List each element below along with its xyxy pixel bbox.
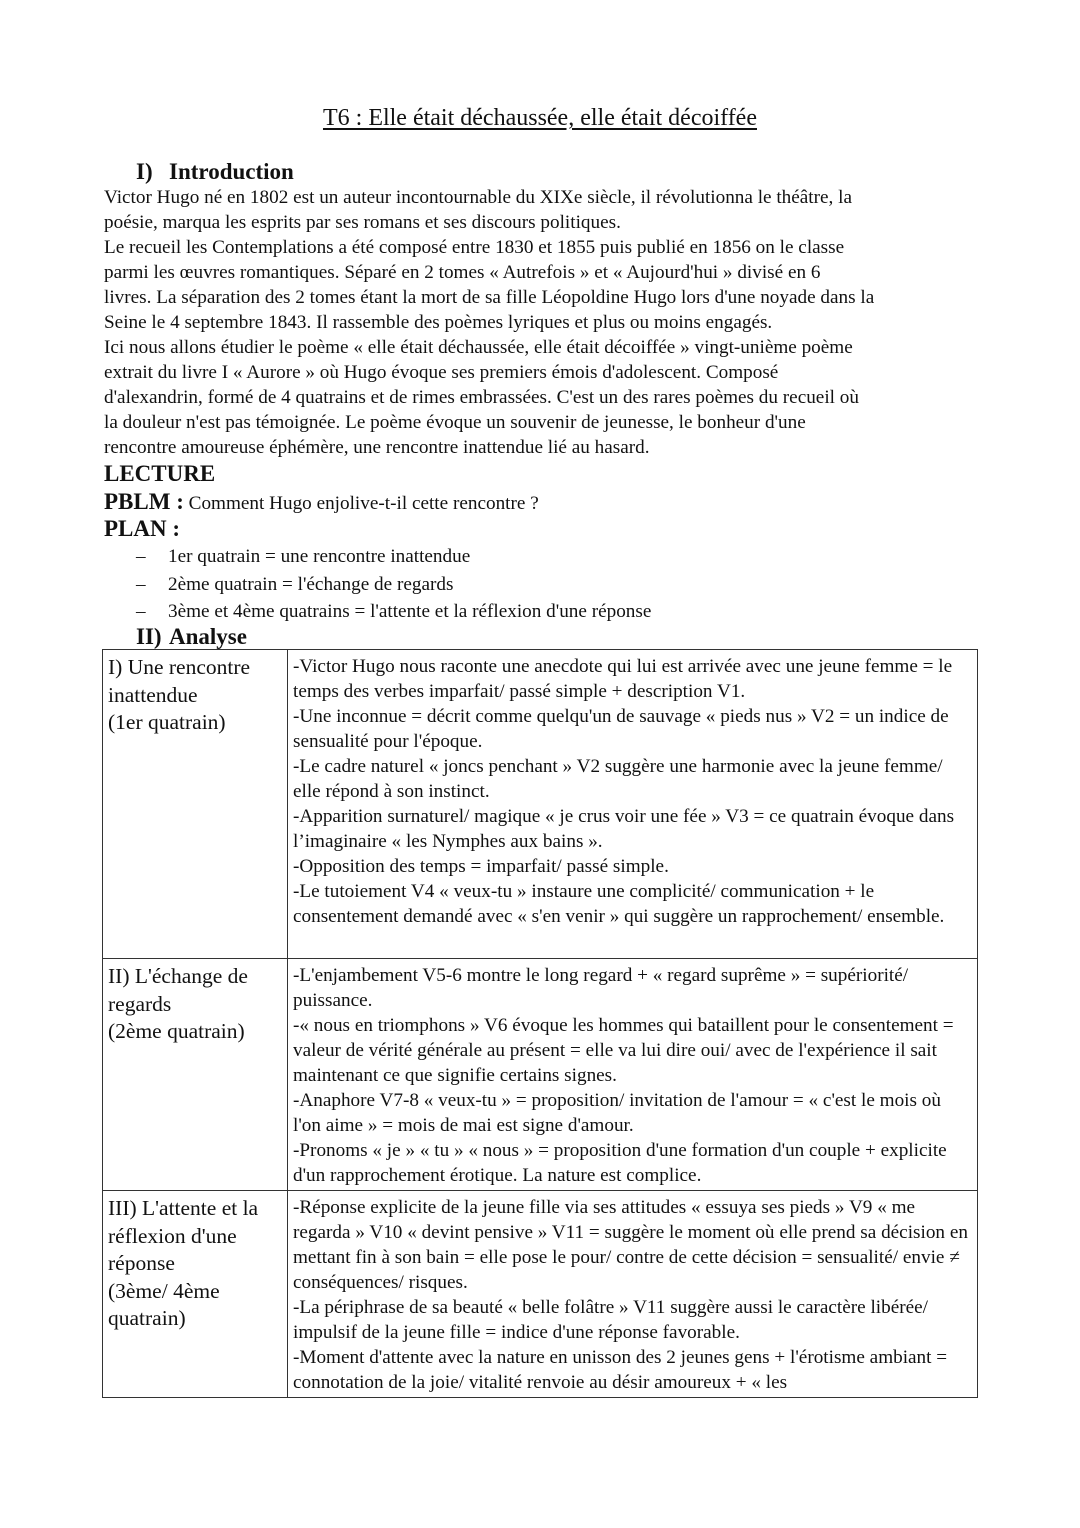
analysis-cell [288, 650, 978, 959]
analysis-line: -Anaphore V7-8 « veux-tu » = proposition/ invitation de l'amour = « c'est le mois où l'on aime » = mois de mai est signe d'amour. [293, 1090, 941, 1136]
analysis-line: -Pronoms « je » « tu » « nous » = proposition d'une formation d'un couple + explicite d'un rapprochement érotique. La nature est complice. [293, 1140, 947, 1186]
analysis-line: -L'enjambement V5-6 montre le long regard + « regard suprême » = supériorité/ puissance. [293, 965, 909, 1011]
problematique [104, 488, 539, 518]
analyse-heading [136, 623, 247, 651]
analysis-line: -La périphrase de sa beauté « belle folâtre » V11 suggère aussi le caractère libérée/ impulsif de la jeune fille = indice d'une réponse favorable. [293, 1297, 929, 1343]
part-cell: I) Une rencontre inattendue (1er quatrain) [103, 650, 288, 959]
dash-bullet: – [136, 601, 146, 622]
analyse-heading-number: II) [136, 624, 162, 649]
intro-paragraph-recueil: Le recueil les Contemplations a été composé entre 1830 et 1855 puis publié en 1856 on le classe parmi les œuvres romantiques. Séparé en 2 tomes « Autrefois » et « Aujourd'hui » divisé en 6 livres. La séparation des 2 tomes étant la mort de sa fille Léopoldine Hugo lors d'une noyade dans la Seine le 4 septembre 1843. Il rassemble des poèmes lyriques et plus ou moins engagés. [104, 237, 875, 333]
analysis-cell [288, 1191, 978, 1398]
analysis-line: -Apparition surnaturel/ magique « je crus voir une fée » V3 = ce quatrain évoque dans l’imaginaire « les Nymphes aux bains ». [293, 806, 955, 852]
plan-label: PLAN : [104, 516, 181, 541]
part-cell: II) L'échange de regards (2ème quatrain) [103, 959, 288, 1191]
introduction-body [104, 185, 994, 460]
document-title: T6 : Elle était déchaussée, elle était décoiffée [322, 105, 757, 131]
analysis-cell [288, 959, 978, 1191]
pblm-question: Comment Hugo enjolive-t-il cette rencontre ? [183, 493, 539, 514]
plan-item [136, 598, 651, 626]
analysis-line: -Le cadre naturel « joncs penchant » V2 suggère une harmonie avec la jeune femme/ elle répond à son instinct. [293, 756, 943, 802]
plan-item-text: 3ème et 4ème quatrains = l'attente et la réflexion d'une réponse [168, 601, 652, 622]
part-cell: III) L'attente et la réflexion d'une réponse (3ème/ 4ème quatrain) [103, 1191, 288, 1398]
intro-paragraph-poeme: Ici nous allons étudier le poème « elle était déchaussée, elle était décoiffée » vingt-unième poème extrait du livre I « Aurore » où Hugo évoque ses premiers émois d'adolescent. Composé d'alexandrin, formé de 4 quatrains et de rimes embrassées. C'est un des rares poèmes du recueil où la douleur n'est pas témoignée. Le poème évoque un souvenir de jeunesse, le bonheur d'une rencontre amoureuse éphémère, une rencontre inattendue lié au hasard. [104, 337, 859, 458]
dash-bullet: – [136, 573, 146, 595]
plan-item-text: 2ème quatrain = l'échange de regards [168, 573, 454, 595]
analyse-table [102, 649, 978, 1398]
plan-item-text: 1er quatrain = une rencontre inattendue [168, 546, 471, 567]
table-row [103, 650, 978, 959]
analysis-line: -Une inconnue = décrit comme quelqu'un de sauvage « pieds nus » V2 = un indice de sensualité pour l'époque. [293, 706, 949, 752]
lecture-label: LECTURE [104, 461, 216, 486]
plan-item [136, 543, 651, 571]
analysis-line: -Opposition des temps = imparfait/ passé simple. [293, 856, 669, 877]
analysis-line: -Réponse explicite de la jeune fille via ses attitudes « essuya ses pieds » V9 « me regarda » V10 « devint pensive » V11 = suggère le moment où elle prend sa décision en mettant fin à son bain = elle pose le pour/ contre de cette décision = sensualité/ envie ≠ conséquences/ risques. [293, 1197, 968, 1293]
plan-list [136, 543, 651, 626]
analyse-heading-text: Analyse [169, 624, 247, 649]
introduction-heading-number: I) [136, 159, 153, 184]
table-row [103, 1191, 978, 1398]
pblm-label: PBLM : [104, 489, 184, 514]
table-row [103, 959, 978, 1191]
analysis-line: -Moment d'attente avec la nature en unisson des 2 jeunes gens + l'érotisme ambiant = connotation de la joie/ vitalité renvoie au désir amoureux + « les [293, 1347, 948, 1393]
analysis-line: -Le tutoiement V4 « veux-tu » instaure une complicité/ communication + le consentement demandé avec « s'en venir » qui suggère un rapprochement/ ensemble. [293, 881, 945, 927]
introduction-heading [136, 158, 294, 186]
dash-bullet: – [136, 546, 146, 567]
introduction-heading-text: Introduction [169, 159, 294, 184]
analysis-line: -Victor Hugo nous raconte une anecdote qui lui est arrivée avec une jeune femme = le temps des verbes imparfait/ passé simple + description V1. [293, 656, 953, 702]
analysis-line: -« nous en triomphons » V6 évoque les hommes qui bataillent pour le consentement = valeur de vérité générale au présent = elle va lui dire oui/ avec de l'expérience il sait maintenant ce que signifie certains signes. [293, 1015, 954, 1086]
plan-item [136, 571, 651, 599]
intro-paragraph-author: Victor Hugo né en 1802 est un auteur incontournable du XIXe siècle, il révolutionna le théâtre, la poésie, marqua les esprits par ses romans et ses discours politiques. [104, 187, 852, 233]
